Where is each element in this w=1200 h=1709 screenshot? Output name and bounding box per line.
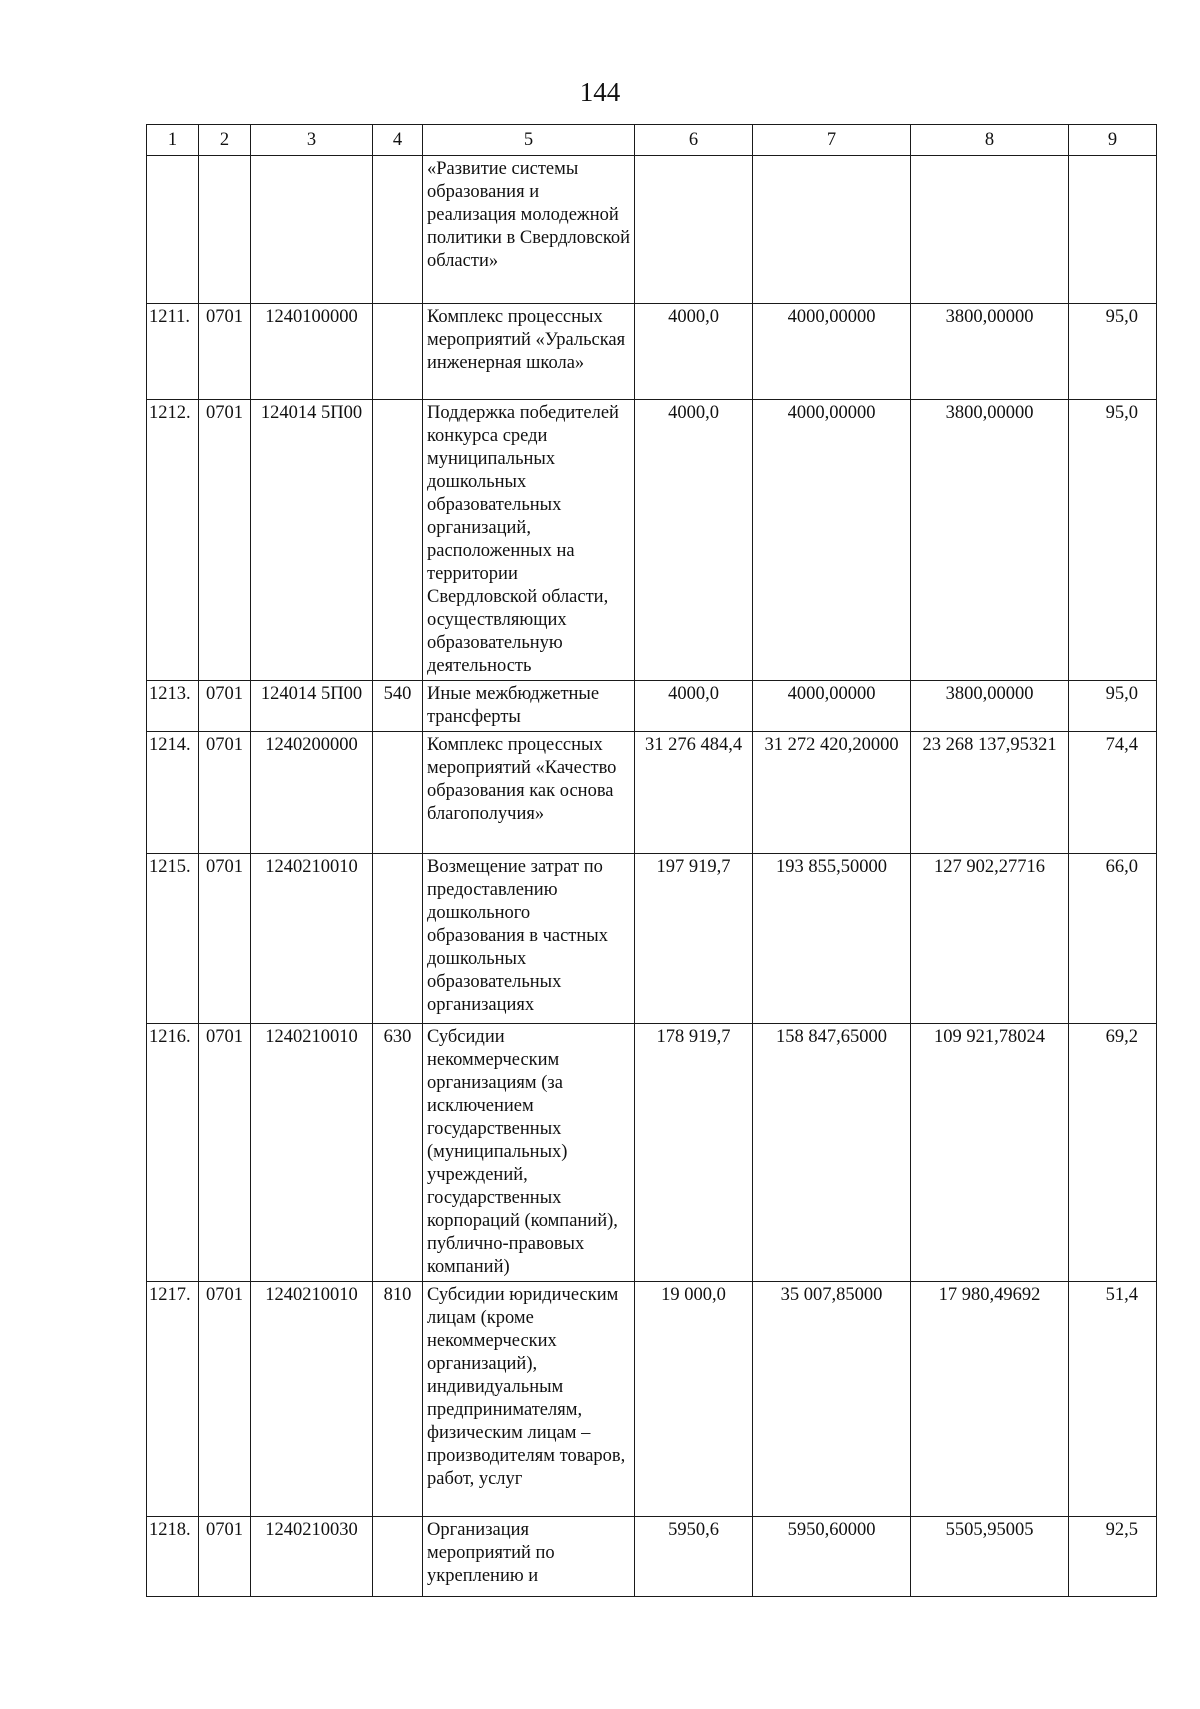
execution-percent (1069, 156, 1157, 304)
approved-amount: 31 276 484,4 (635, 732, 753, 854)
row-number: 1214. (147, 732, 199, 854)
row-number (147, 156, 199, 304)
column-number: 3 (251, 125, 373, 156)
expense-type-code (373, 304, 423, 400)
target-article-code: 1240100000 (251, 304, 373, 400)
expense-type-code (373, 400, 423, 681)
column-number: 8 (911, 125, 1069, 156)
expense-type-code (373, 854, 423, 1024)
row-number: 1215. (147, 854, 199, 1024)
execution-percent: 95,0 (1069, 400, 1157, 681)
target-article-code: 124014 5П00 (251, 681, 373, 732)
target-article-code: 1240210010 (251, 1024, 373, 1282)
budget-table (146, 124, 1157, 1597)
target-article-code: 1240210010 (251, 1282, 373, 1517)
section-code: 0701 (199, 732, 251, 854)
column-number: 4 (373, 125, 423, 156)
row-number: 1212. (147, 400, 199, 681)
table-row (147, 304, 1157, 400)
page-number: 144 (579, 77, 621, 107)
row-number: 1216. (147, 1024, 199, 1282)
expense-type-code: 810 (373, 1282, 423, 1517)
target-article-code: 1240200000 (251, 732, 373, 854)
budget-list-amount: 35 007,85000 (753, 1282, 911, 1517)
executed-amount: 3800,00000 (911, 400, 1069, 681)
table-row (147, 681, 1157, 732)
approved-amount: 5950,6 (635, 1517, 753, 1597)
expense-type-code: 540 (373, 681, 423, 732)
item-name: Комплекс процессных мероприятий «Уральская инженерная школа» (423, 304, 635, 400)
column-number: 6 (635, 125, 753, 156)
target-article-code: 1240210030 (251, 1517, 373, 1597)
section-code: 0701 (199, 1517, 251, 1597)
row-number: 1213. (147, 681, 199, 732)
row-number: 1217. (147, 1282, 199, 1517)
budget-list-amount: 5950,60000 (753, 1517, 911, 1597)
column-number-row (147, 125, 1157, 156)
approved-amount: 197 919,7 (635, 854, 753, 1024)
execution-percent: 95,0 (1069, 304, 1157, 400)
row-number: 1211. (147, 304, 199, 400)
budget-list-amount: 4000,00000 (753, 400, 911, 681)
budget-list-amount: 193 855,50000 (753, 854, 911, 1024)
table-row (147, 732, 1157, 854)
row-number: 1218. (147, 1517, 199, 1597)
execution-percent: 92,5 (1069, 1517, 1157, 1597)
section-code: 0701 (199, 304, 251, 400)
table-row (147, 1024, 1157, 1282)
executed-amount: 17 980,49692 (911, 1282, 1069, 1517)
executed-amount: 3800,00000 (911, 304, 1069, 400)
item-name: Поддержка победителей конкурса среди муниципальных дошкольных образовательных организаций, расположенных на территории Свердловской области, осуществляющих образовательную деятельность (423, 400, 635, 681)
execution-percent: 69,2 (1069, 1024, 1157, 1282)
table-row (147, 1282, 1157, 1517)
section-code: 0701 (199, 1024, 251, 1282)
section-code: 0701 (199, 1282, 251, 1517)
table-row (147, 156, 1157, 304)
expense-type-code: 630 (373, 1024, 423, 1282)
expense-type-code (373, 732, 423, 854)
item-name: Комплекс процессных мероприятий «Качество образования как основа благополучия» (423, 732, 635, 854)
target-article-code (251, 156, 373, 304)
item-name: Иные межбюджетные трансферты (423, 681, 635, 732)
budget-list-amount: 4000,00000 (753, 681, 911, 732)
section-code: 0701 (199, 400, 251, 681)
column-number: 9 (1069, 125, 1157, 156)
executed-amount: 3800,00000 (911, 681, 1069, 732)
table-row (147, 400, 1157, 681)
expense-type-code (373, 156, 423, 304)
section-code: 0701 (199, 854, 251, 1024)
approved-amount: 4000,0 (635, 681, 753, 732)
target-article-code: 124014 5П00 (251, 400, 373, 681)
executed-amount: 5505,95005 (911, 1517, 1069, 1597)
approved-amount: 178 919,7 (635, 1024, 753, 1282)
column-number: 2 (199, 125, 251, 156)
execution-percent: 51,4 (1069, 1282, 1157, 1517)
item-name: Возмещение затрат по предоставлению дошкольного образования в частных дошкольных образовательных организациях (423, 854, 635, 1024)
budget-list-amount (753, 156, 911, 304)
target-article-code: 1240210010 (251, 854, 373, 1024)
section-code: 0701 (199, 681, 251, 732)
table-row (147, 1517, 1157, 1597)
executed-amount: 109 921,78024 (911, 1024, 1069, 1282)
budget-list-amount: 31 272 420,20000 (753, 732, 911, 854)
column-number: 7 (753, 125, 911, 156)
executed-amount: 127 902,27716 (911, 854, 1069, 1024)
approved-amount: 19 000,0 (635, 1282, 753, 1517)
item-name: Субсидии некоммерческим организациям (за исключением государственных (муниципальных) учреждений, государственных корпораций (компаний), публично-правовых компаний) (423, 1024, 635, 1282)
table-row (147, 854, 1157, 1024)
approved-amount: 4000,0 (635, 400, 753, 681)
column-number: 1 (147, 125, 199, 156)
execution-percent: 95,0 (1069, 681, 1157, 732)
column-number: 5 (423, 125, 635, 156)
budget-list-amount: 4000,00000 (753, 304, 911, 400)
execution-percent: 66,0 (1069, 854, 1157, 1024)
approved-amount (635, 156, 753, 304)
item-name: Организация мероприятий по укреплению и (423, 1517, 635, 1597)
executed-amount: 23 268 137,95321 (911, 732, 1069, 854)
section-code (199, 156, 251, 304)
budget-list-amount: 158 847,65000 (753, 1024, 911, 1282)
expense-type-code (373, 1517, 423, 1597)
executed-amount (911, 156, 1069, 304)
item-name: Субсидии юридическим лицам (кроме некоммерческих организаций), индивидуальным предпринимателям, физическим лицам – производителям товаров, работ, услуг (423, 1282, 635, 1517)
approved-amount: 4000,0 (635, 304, 753, 400)
execution-percent: 74,4 (1069, 732, 1157, 854)
item-name: «Развитие системы образования и реализация молодежной политики в Свердловской области» (423, 156, 635, 304)
